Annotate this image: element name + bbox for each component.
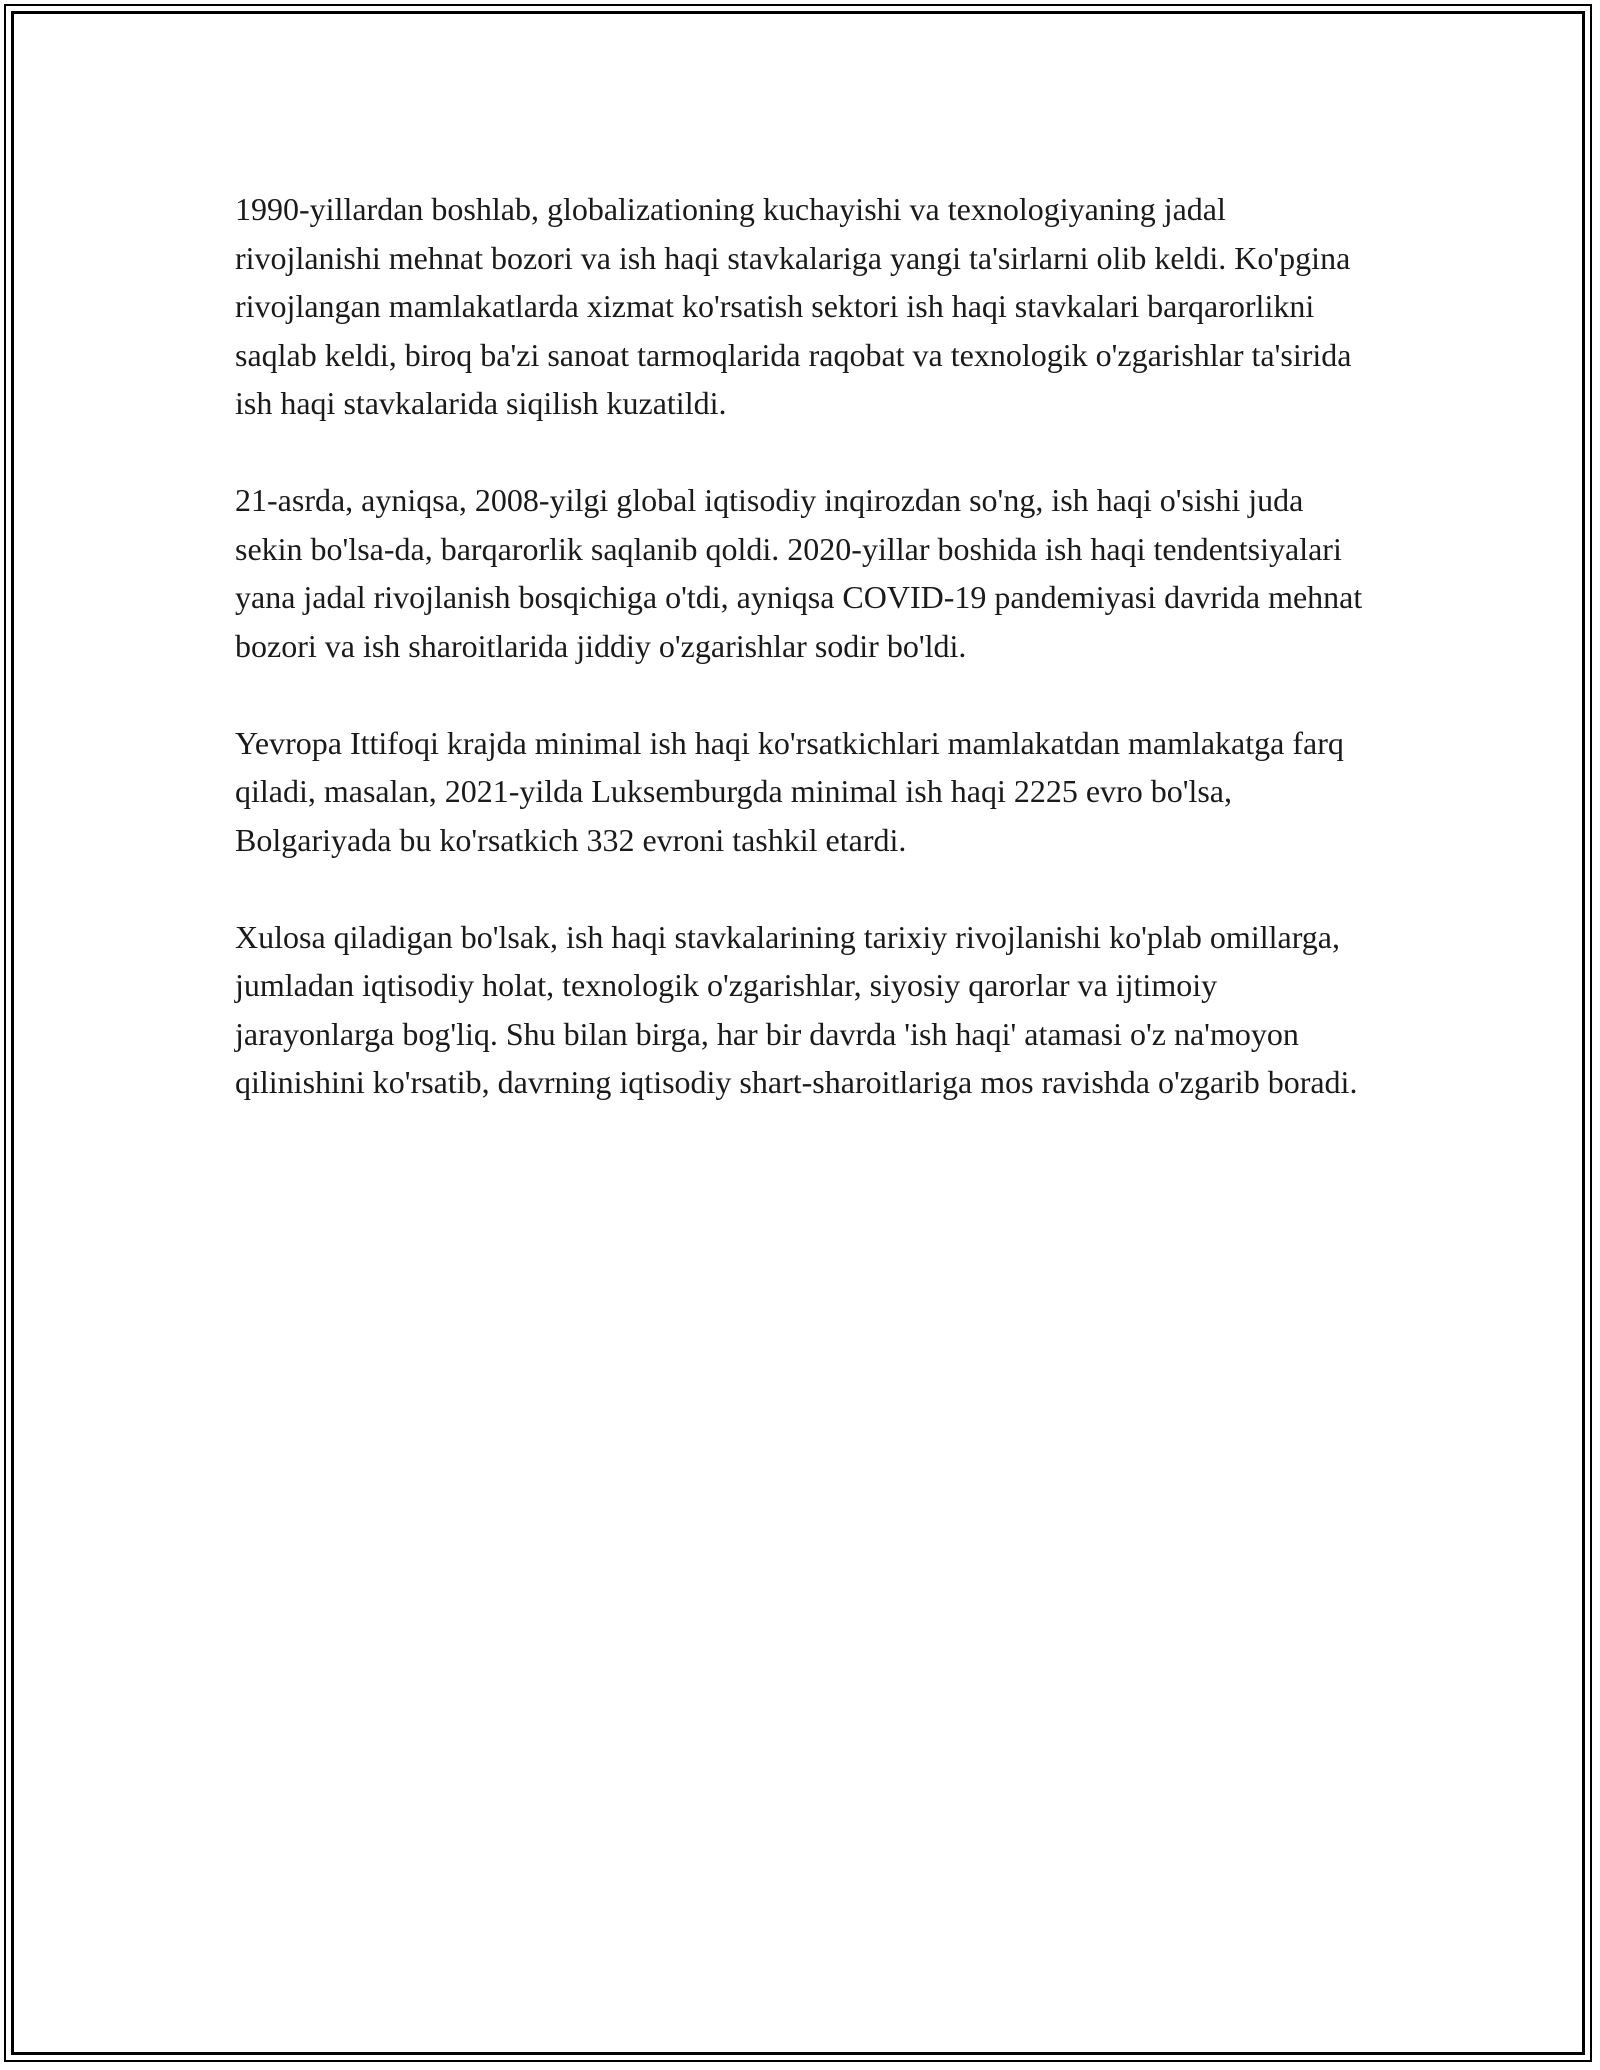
paragraph-globalization: 1990-yillardan boshlab, globalizationing kuchayishi va texnologiyaning jadal rivojlanishi mehnat bozori va ish haqi stavkalariga yangi ta'sirlarni olib keldi. Ko'pgina rivojlangan mamlakatlarda xizmat ko'rsatish sektori ish haqi stavkalari barqarorlikni saqlab keldi, biroq ba'zi sanoat tarmoqlarida raqobat va texnologik o'zgarishlar ta'sirida ish haqi stavkalarida siqilish kuzatildi. xyxy=(235,191,1352,421)
paragraph-conclusion: Xulosa qiladigan bo'lsak, ish haqi stavkalarining tarixiy rivojlanishi ko'plab omillarga, jumladan iqtisodiy holat, texnologik o'zgarishlar, siyosiy qarorlar va ijtimoiy jarayonlarga bog'liq. Shu bilan birga, har bir davrda 'ish haqi' atamasi o'z na'moyon qilinishini ko'rsatib, davrning iqtisodiy shart-sharoitlariga mos ravishda o'zgarib boradi. xyxy=(235,918,1358,1100)
paragraph-21st-century: 21-asrda, ayniqsa, 2008-yilgi global iqtisodiy inqirozdan so'ng, ish haqi o'sishi juda sekin bo'lsa-da, barqarorlik saqlanib qoldi. 2020-yillar boshida ish haqi tendentsiyalari yana jadal rivojlanish bosqichiga o'tdi, ayniqsa COVID-19 pandemiyasi davrida mehnat bozori va ish sharoitlarida jiddiy o'zgarishlar sodir bo'ldi. xyxy=(235,482,1363,664)
document-body xyxy=(235,185,1370,1155)
paragraph-eu-minimum-wage: Yevropa Ittifoqi krajda minimal ish haqi ko'rsatkichlari mamlakatdan mamlakatga farq qiladi, masalan, 2021-yilda Luksemburgda minimal ish haqi 2225 evro bo'lsa, Bolgariyada bu ko'rsatkich 332 evroni tashkil etardi. xyxy=(235,724,1344,858)
